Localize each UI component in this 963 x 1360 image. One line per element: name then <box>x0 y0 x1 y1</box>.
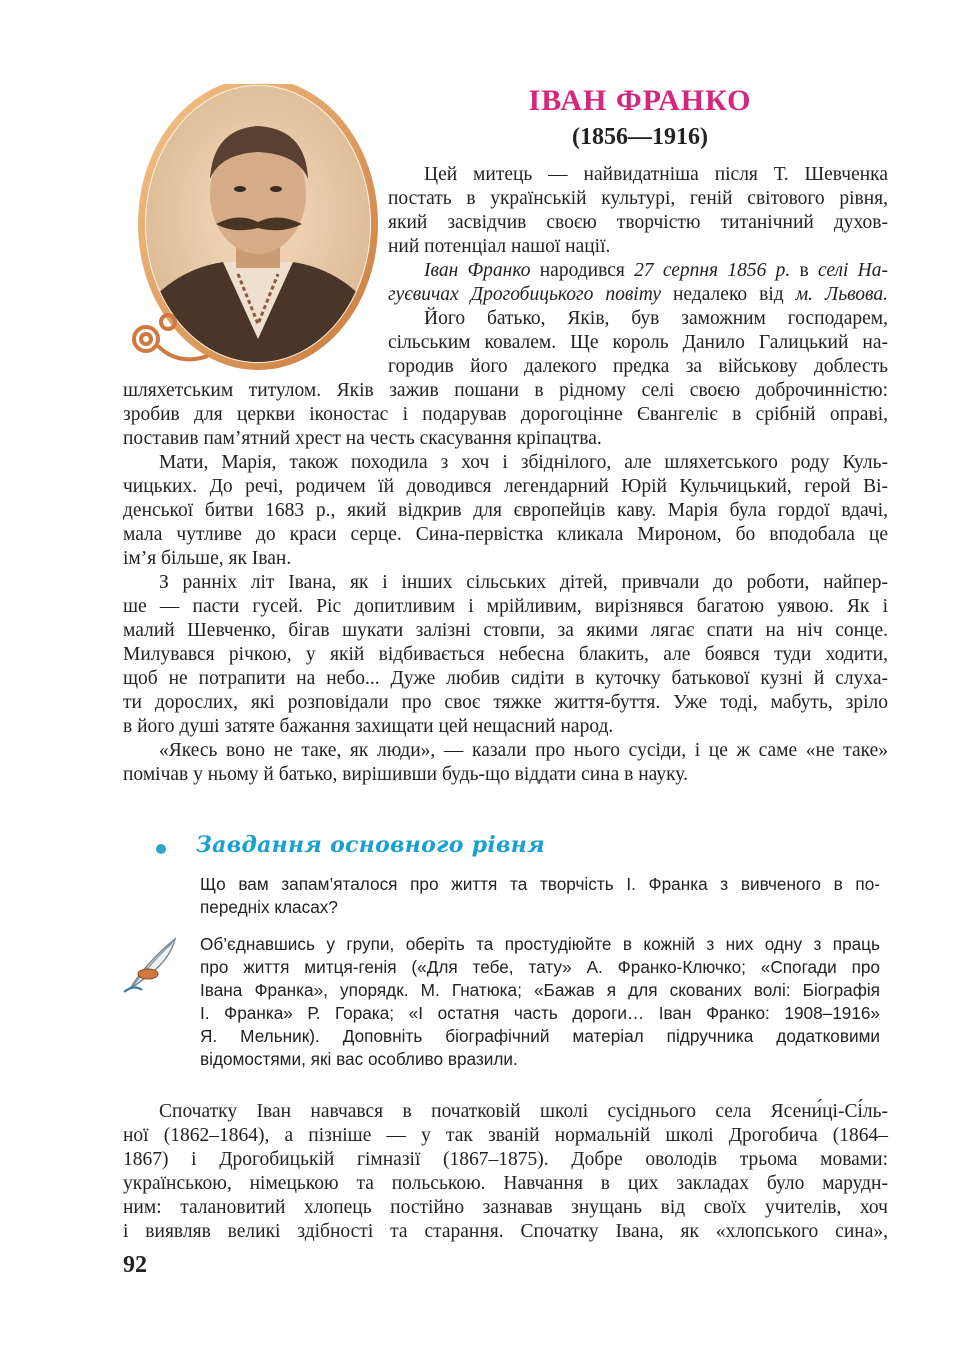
body-line: зробив для церкви іконостас і подарував дорогоцінне Євангеліє в срібній оправі, <box>123 404 888 425</box>
birth-place: гуєвичах Дрогобицького повіту <box>388 284 661 305</box>
body-line: З ранніх літ Івана, як і інших сільських дітей, привчали до роботи, найпер- <box>159 572 888 593</box>
page-title: ІВАН ФРАНКО <box>528 84 752 117</box>
task-group-line: Об’єднавшись у групи, оберіть та простудіюйте в кожній з них одну з праць <box>200 934 880 954</box>
body-line: в його душі затяте бажання захищати цей нещасний народ. <box>123 716 614 737</box>
task-group-line: про життя митця-генія («Для тебе, тату» А. Франко-Ключко; «Спогади про <box>200 957 880 977</box>
birth-date: 27 серпня 1856 р. <box>634 260 791 281</box>
body-line: поставив пам’ятний хрест на честь скасування кріпацтва. <box>123 428 602 449</box>
lifespan-years: (1856—1916) <box>572 124 708 150</box>
study-line: ної (1862–1864), а пізніше — у так званій нормальній школі Дрогобича (1864– <box>123 1125 888 1146</box>
task-group-line: Івана Франка», упорядк. М. Гнатюка; «Бажав я для скованих волі: Біографія <box>200 980 880 1000</box>
study-line: 1867) і Дрогобицькій гімназії (1867–1875). Добре оволодів трьома мовами: <box>123 1149 888 1170</box>
portrait-image <box>118 84 383 384</box>
intro-line: який засвідчив своєю творчістю титанічний духов- <box>388 212 888 233</box>
bullet-icon <box>156 844 166 854</box>
father-line: Його батько, Яків, був заможним господарем, <box>424 308 888 329</box>
body-line: помічав у ньому й батько, вирішивши будь-що віддати сина в науку. <box>123 764 688 785</box>
body-line: чицьких. До речі, родичем їй доводився легендарний Юрій Кульчицький, герой Ві- <box>123 476 888 497</box>
birth-name: Іван Франко <box>424 260 531 281</box>
body-line: шляхетським титулом. Яків зажив пошани в рідному селі своєю доброчинністю: <box>123 380 888 401</box>
study-line: ним: талановитий хлопець постійно зазнавав знущань від своїх учителів, хоч <box>123 1197 888 1218</box>
body-line: ти дорослих, які розповідали про своє тяжке життя-буття. Уже тоді, мабуть, зріло <box>123 692 888 713</box>
task-group-line: Я. Мельник). Доповніть біографічний матеріал підручника додатковими <box>200 1026 880 1046</box>
intro-line: постать в українській культурі, геній світового рівня, <box>388 188 888 209</box>
birth-city: м. Львова. <box>795 284 889 305</box>
birth-place: селі На- <box>817 260 888 281</box>
body-line: ім’я більше, як Іван. <box>123 548 292 569</box>
birth-text: в <box>790 260 818 281</box>
task-question-line: передніх класах? <box>200 897 338 917</box>
intro-line: Цей митець — найвидатніша після Т. Шевченка <box>424 164 888 185</box>
quill-icon <box>120 934 186 994</box>
body-line: «Якесь воно не таке, як люди», — казали про нього сусіди, і це ж саме «не таке» <box>159 740 888 761</box>
task-group-line: відомостями, які вас особливо вразили. <box>200 1049 518 1069</box>
intro-line: ний потенціал нашої нації. <box>388 236 611 257</box>
body-line: Мати, Марія, також походила з хоч і збіднілого, але шляхетського роду Куль- <box>159 452 888 473</box>
father-line: сільським ковалем. Ще король Данило Галицький на- <box>388 332 888 353</box>
birth-text: народився <box>530 260 635 281</box>
body-line: щоб не потрапити на небо... Дуже любив сидіти в куточку батькової кузні й слуха- <box>123 668 888 689</box>
birth-line <box>388 283 888 307</box>
study-line: і виявляв великі здібності та старання. Спочатку Івана, як «хлопського сина», <box>123 1221 888 1242</box>
father-line: городив його далекого предка за військову доблесть <box>388 356 888 377</box>
body-line: ше — пасти гусей. Ріс допитливим і мрійливим, вирізнявся багатою уявою. Як і <box>123 596 888 617</box>
task-question-line: Що вам запам’яталося про життя та творчість І. Франка з вивченого в по- <box>200 874 880 894</box>
body-line: мала чутливе до краси серце. Сина-первістка кликала Мироном, бо вподобала це <box>123 524 888 545</box>
body-line: денської битви 1683 р., який відкрив для європейців каву. Марія була гордої вдачі, <box>123 500 888 521</box>
body-line: малий Шевченко, бігав шукати залізні стовпи, за якими лягає спати на ніч сонце. <box>123 620 888 641</box>
birth-line <box>388 259 888 283</box>
study-line: українською, німецькою та польською. Навчання в цих закладах було марудн- <box>123 1173 888 1194</box>
birth-text: недалеко від <box>660 284 796 305</box>
task-heading: Завдання основного рівня <box>196 832 545 858</box>
study-line: Спочатку Іван навчався в початковій школі сусіднього села Ясени́ці-Сі́ль- <box>159 1101 888 1122</box>
task-group-line: І. Франка» Р. Горака; «І остатня часть дороги… Іван Франко: 1908–1916» <box>200 1003 880 1023</box>
body-line: Милувався річкою, у якій відбивається небесна блакить, але боявся туди ходити, <box>123 644 888 665</box>
page-number: 92 <box>123 1252 147 1278</box>
